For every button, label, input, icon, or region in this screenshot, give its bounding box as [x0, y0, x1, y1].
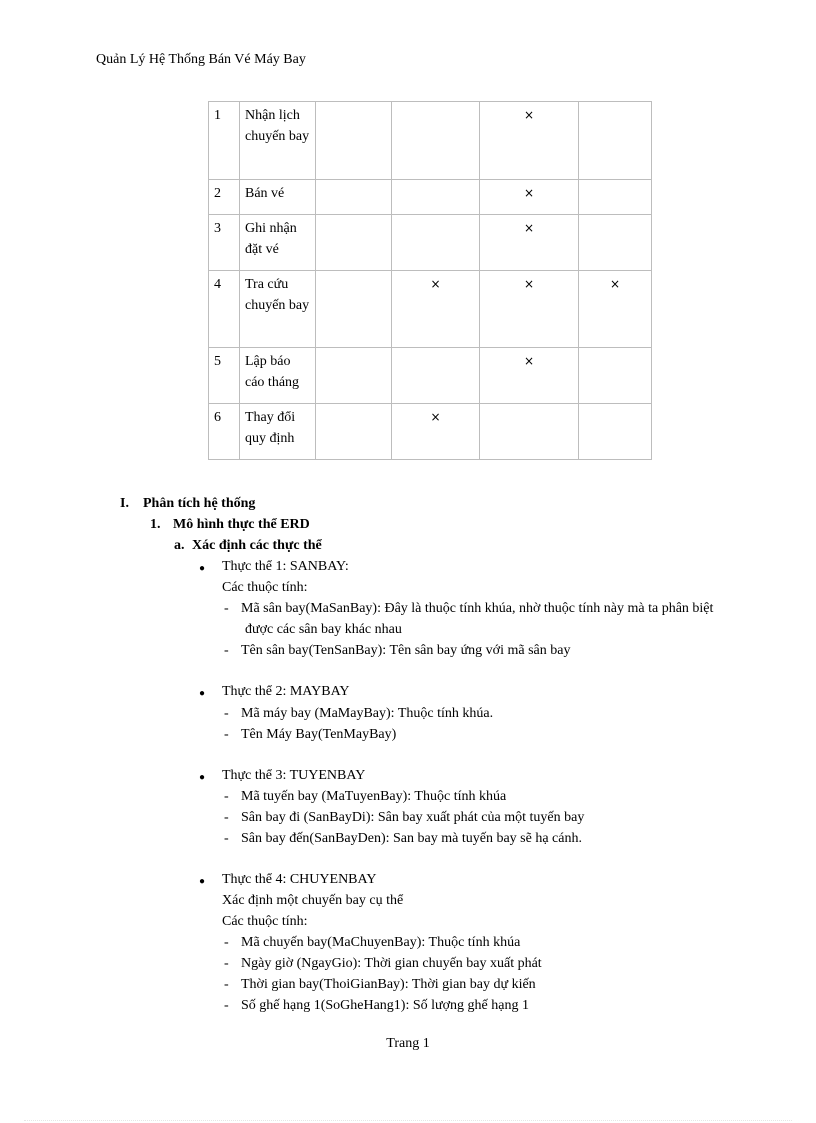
bullet-icon: ● — [199, 563, 206, 574]
attribute-line: Mã sân bay(MaSanBay): Đây là thuộc tính khúa, nhờ thuộc tính này mà ta phân biệt — [241, 601, 714, 616]
attribute-line: Số ghế hạng 1(SoGheHang1): Số lượng ghế hạng 1 — [241, 998, 529, 1013]
check-mark: × — [480, 102, 579, 180]
page-number: Trang 1 — [386, 1036, 430, 1051]
function-table — [208, 101, 652, 460]
attributes-label: Các thuộc tính: — [222, 580, 308, 595]
attribute-line: Tên sân bay(TenSanBay): Tên sân bay ứng với mã sân bay — [241, 643, 571, 658]
row-function: Nhận lịch chuyến bay — [240, 102, 316, 180]
row-function: Tra cứu chuyến bay — [240, 271, 316, 348]
row-number: 5 — [209, 348, 240, 404]
entity-title: Thực thể 4: CHUYENBAY — [222, 872, 377, 887]
row-number: 2 — [209, 180, 240, 215]
attribute-line: được các sân bay khác nhau — [245, 622, 402, 637]
check-mark: × — [480, 348, 579, 404]
bullet-icon: ● — [199, 876, 206, 887]
attribute-line: Tên Máy Bay(TenMayBay) — [241, 727, 397, 742]
attribute-line: Sân bay đi (SanBayDi): Sân bay xuất phát của một tuyến bay — [241, 810, 585, 825]
row-number: 4 — [209, 271, 240, 348]
heading-1: I. Phân tích hệ thống — [120, 496, 256, 511]
dash-icon: - — [224, 956, 229, 971]
check-mark: × — [392, 271, 480, 348]
check-mark: × — [392, 404, 480, 460]
entity-title: Thực thể 2: MAYBAY — [222, 684, 350, 699]
attribute-line: Mã chuyến bay(MaChuyenBay): Thuộc tính khúa — [241, 935, 521, 950]
page-edge-divider — [24, 1120, 792, 1121]
dash-icon: - — [224, 706, 229, 721]
dash-icon: - — [224, 789, 229, 804]
table-row — [209, 348, 652, 404]
bullet-icon: ● — [199, 688, 206, 699]
check-mark: × — [480, 180, 579, 215]
row-number: 1 — [209, 102, 240, 180]
heading-3: a. Xác định các thực thể — [174, 538, 322, 553]
table-row — [209, 215, 652, 271]
check-mark: × — [579, 271, 652, 348]
row-number: 6 — [209, 404, 240, 460]
page-header: Quản Lý Hệ Thống Bán Vé Máy Bay — [96, 52, 306, 67]
row-function: Lập báo cáo tháng — [240, 348, 316, 404]
row-function: Thay đổi quy định — [240, 404, 316, 460]
dash-icon: - — [224, 977, 229, 992]
attribute-line: Ngày giờ (NgayGio): Thời gian chuyến bay xuất phát — [241, 956, 542, 971]
table-row — [209, 271, 652, 348]
heading-2: 1. Mô hình thực thể ERD — [150, 517, 310, 532]
dash-icon: - — [224, 727, 229, 742]
dash-icon: - — [224, 998, 229, 1013]
table-row — [209, 404, 652, 460]
dash-icon: - — [224, 831, 229, 846]
bullet-icon: ● — [199, 772, 206, 783]
dash-icon: - — [224, 601, 229, 616]
row-number: 3 — [209, 215, 240, 271]
dash-icon: - — [224, 643, 229, 658]
check-mark: × — [480, 271, 579, 348]
entity-description: Xác định một chuyến bay cụ thể — [222, 893, 404, 908]
entity-title: Thực thể 1: SANBAY: — [222, 559, 349, 574]
attribute-line: Mã máy bay (MaMayBay): Thuộc tính khúa. — [241, 706, 494, 721]
check-mark: × — [480, 215, 579, 271]
table-row — [209, 180, 652, 215]
row-function: Bán vé — [240, 180, 316, 215]
attributes-label: Các thuộc tính: — [222, 914, 308, 929]
attribute-line: Sân bay đến(SanBayDen): San bay mà tuyến bay sẽ hạ cánh. — [241, 831, 582, 846]
attribute-line: Mã tuyến bay (MaTuyenBay): Thuộc tính khúa — [241, 789, 507, 804]
attribute-line: Thời gian bay(ThoiGianBay): Thời gian bay dự kiến — [241, 977, 536, 992]
table-row — [209, 102, 652, 180]
dash-icon: - — [224, 935, 229, 950]
dash-icon: - — [224, 810, 229, 825]
row-function: Ghi nhận đặt vé — [240, 215, 316, 271]
entity-title: Thực thể 3: TUYENBAY — [222, 768, 366, 783]
